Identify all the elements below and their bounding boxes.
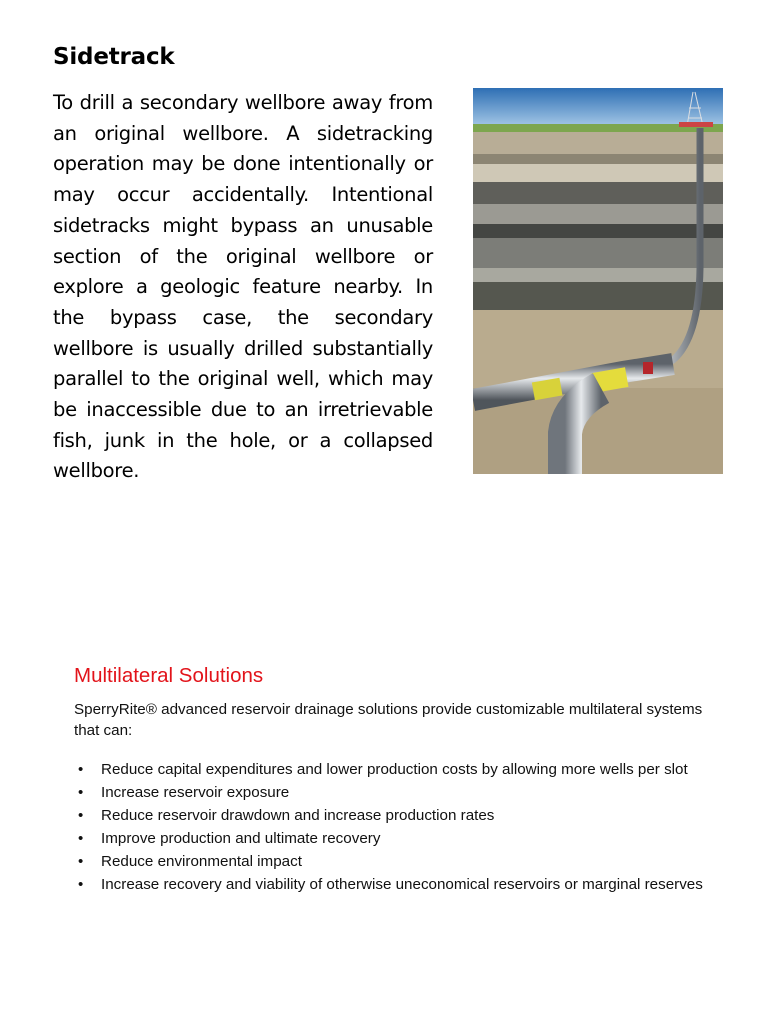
list-item-text: Reduce reservoir drawdown and increase production rates: [101, 807, 495, 824]
bullet-icon: •: [78, 761, 84, 778]
bullet-icon: •: [78, 876, 84, 893]
list-item: [74, 781, 714, 804]
list-item-text: Improve production and ultimate recovery: [101, 830, 381, 847]
wellbore-cross-section-icon: [473, 88, 723, 474]
bullet-icon: •: [78, 784, 84, 801]
list-item-text: Increase reservoir exposure: [101, 784, 290, 801]
list-item-text: Increase recovery and viability of otherwise uneconomical reservoirs or marginal reserves: [101, 876, 703, 893]
wellbore-illustration: [473, 88, 723, 474]
list-item-text: Reduce environmental impact: [101, 853, 302, 870]
multilateral-intro: SperryRite® advanced reservoir drainage solutions provide customizable multilateral systems that can:: [74, 701, 703, 739]
multilateral-title: Multilateral Solutions: [74, 664, 264, 687]
list-item: [74, 827, 714, 850]
list-item: [74, 850, 714, 873]
multilateral-benefits-list: [74, 758, 714, 896]
bullet-icon: •: [78, 853, 84, 870]
list-item: [74, 758, 714, 781]
bullet-icon: •: [78, 830, 84, 847]
list-item: [74, 804, 714, 827]
bullet-icon: •: [78, 807, 84, 824]
sidetrack-paragraph: To drill a secondary wellbore away from an original wellbore. A sidetracking operation may be done intentionally or may occur accidentally. Intentional sidetracks might bypass an unusable section of the original wellbore or explore a geologic feature nearby. In the bypass case, the secondary wellbore is usually drilled substantially parallel to the original well, which may be inaccessible due to an irretrievable fish, junk in the hole, or a collapsed wellbore.: [53, 91, 433, 483]
list-item: [74, 873, 714, 896]
list-item-text: Reduce capital expenditures and lower production costs by allowing more wells per slot: [101, 761, 688, 778]
sidetrack-heading: Sidetrack: [53, 44, 175, 70]
